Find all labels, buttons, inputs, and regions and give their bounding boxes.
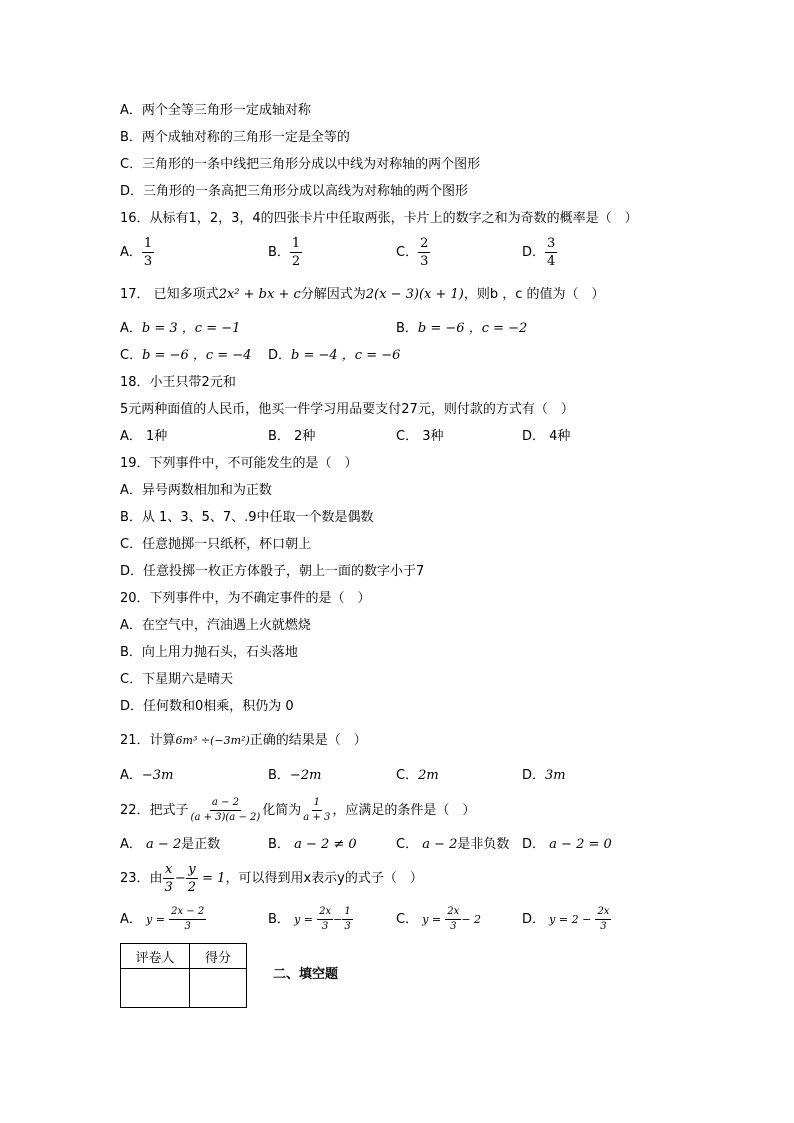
score-table xyxy=(120,943,247,1008)
q20-option-a: A．在空气中，汽油遇上火就燃烧 xyxy=(120,618,311,633)
q15-option-b: B．两个成轴对称的三角形一定是全等的 xyxy=(120,130,350,145)
q19-stem: 19．下列事件中，不可能发生的是（ ） xyxy=(120,456,358,471)
q15-option-a: A．两个全等三角形一定成轴对称 xyxy=(120,103,311,118)
q16-option-c: C． $\frac{2}{3}$ xyxy=(396,236,429,269)
q21-option-b: B．−2m xyxy=(268,768,322,783)
score-table-cell-grader xyxy=(121,969,190,1008)
score-table-cell-score xyxy=(190,969,247,1008)
q17-option-b: B．b = −6 ，c = −2 xyxy=(396,321,528,336)
q19-option-a: A．异号两数相加和为正数 xyxy=(120,483,272,498)
q19-option-d: D．任意投掷一枚正方体骰子，朝上一面的数字小于7 xyxy=(120,564,425,579)
q20-option-b: B．向上用力抛石头，石头落地 xyxy=(120,645,298,660)
q20-option-c: C．下星期六是晴天 xyxy=(120,672,234,687)
q21-option-d: D．3m xyxy=(522,768,566,783)
q17-stem: 17． 已知多项式2x² + bx + c分解因式为2(x − 3)(x + 1)，则b ，c 的值为（ ） xyxy=(120,287,605,302)
q21-option-c: C．2m xyxy=(396,768,439,783)
q22-option-b: B． a − 2 ≠ 0 xyxy=(268,837,357,852)
q20-stem: 20．下列事件中，为不确定事件的是（ ） xyxy=(120,591,371,606)
section-title: 二、填空题 xyxy=(273,967,339,982)
q23-option-c: C． y = $\frac{2x}{3}$ − 2 xyxy=(396,906,482,932)
q23-stem: 23．由 $\frac{x}{3}$ − $\frac{y}{2}$ = 1，可以得到用x表示y的式子（ ） xyxy=(120,862,423,895)
q22-stem: 22．把式子 $\frac{a - 2}{(a + 3)(a - 2)}$ 化简为 $\frac{1}{a + 3}$ ，应满足的条件是（ ） xyxy=(120,797,476,823)
q23-option-d: D． y = 2 − $\frac{2x}{3}$ xyxy=(522,906,610,932)
q17-option-c: C．b = −6 ，c = −4 xyxy=(120,348,252,363)
q18-stem-line2: 5元两种面值的人民币，他买一件学习用品要支付27元，则付款的方式有（ ） xyxy=(120,402,574,417)
score-table-header-score: 得分 xyxy=(190,944,247,969)
q23-option-b: B． y = $\frac{2x}{3}$ − $\frac{1}{3}$ xyxy=(268,906,351,932)
q21-option-a: A．−3m xyxy=(120,768,174,783)
q16-stem: 16．从标有1，2，3，4的四张卡片中任取两张，卡片上的数字之和为奇数的概率是（ ） xyxy=(120,211,638,226)
q16-option-a: A． $\frac{1}{3}$ xyxy=(120,236,153,269)
q21-stem: 21．计算6m³ ÷(−3m²)正确的结果是（ ） xyxy=(120,733,367,748)
q22-option-a: A． a − 2是正数 xyxy=(120,837,221,852)
q15-option-c: C．三角形的一条中线把三角形分成以中线为对称轴的两个图形 xyxy=(120,157,481,172)
q17-option-a: A．b = 3 ，c = −1 xyxy=(120,321,241,336)
q18-option-d: D． 4种 xyxy=(522,429,571,444)
q16-option-d: D． $\frac{3}{4}$ xyxy=(522,236,556,269)
q22-option-d: D． a − 2 = 0 xyxy=(522,837,612,852)
q18-option-a: A． 1种 xyxy=(120,429,168,444)
q20-option-d: D．任何数和0相乘，积仍为 0 xyxy=(120,699,294,714)
q19-option-b: B．从 1、3、5、7、.9中任取一个数是偶数 xyxy=(120,510,374,525)
q18-option-c: C． 3种 xyxy=(396,429,444,444)
q15-option-d: D．三角形的一条高把三角形分成以高线为对称轴的两个图形 xyxy=(120,184,469,199)
q18-stem-line1: 18．小王只带2元和 xyxy=(120,375,236,390)
q17-option-d: D．b = −4 ，c = −6 xyxy=(268,348,401,363)
q22-option-c: C． a − 2是非负数 xyxy=(396,837,510,852)
q18-option-b: B． 2种 xyxy=(268,429,316,444)
q23-option-a: A． y = $\frac{2x - 2}{3}$ xyxy=(120,906,205,932)
score-table-header-grader: 评卷人 xyxy=(121,944,190,969)
q19-option-c: C．任意抛掷一只纸杯，杯口朝上 xyxy=(120,537,312,552)
q16-option-b: B． $\frac{1}{2}$ xyxy=(268,236,301,269)
